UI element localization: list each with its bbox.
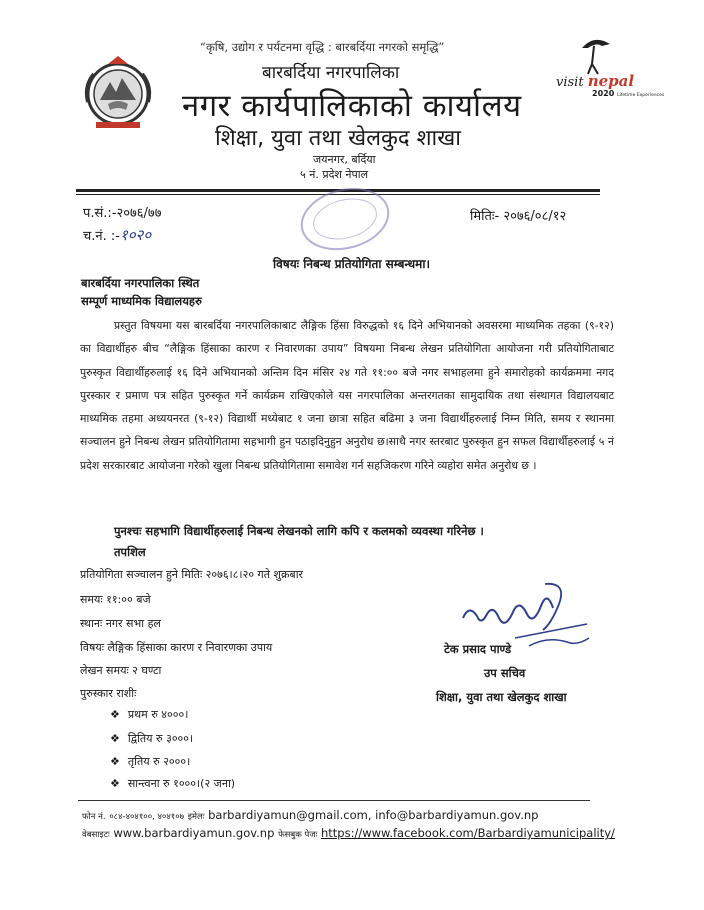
signatory-branch: शिक्षा, युवा तथा खेलकुद शाखा xyxy=(436,690,567,704)
phone-label: फोन नं. xyxy=(82,812,106,822)
detail-date: प्रतियोगिता सञ्चालन हुने मितिः २०७६।८।२० गते शुक्रबार xyxy=(80,568,304,581)
ref-no-label: प.सं.:- xyxy=(83,206,117,221)
nepal-text: nepal xyxy=(587,72,635,90)
diamond-bullet-icon: ❖ xyxy=(110,708,120,721)
branch-title: शिक्षा, युवा तथा खेलकुद शाखा xyxy=(215,126,461,151)
ref-no-value: २०७६/७७ xyxy=(116,206,162,221)
visit-text: visit xyxy=(556,75,584,90)
date-value: २०७६/०८/१२ xyxy=(503,209,567,224)
prize-first xyxy=(110,707,188,722)
nepal-emblem-logo xyxy=(78,52,158,132)
tagline-text: Lifetime Experiences xyxy=(617,93,665,98)
website-label: वेबसाइटः xyxy=(82,830,110,840)
date-label: मितिः- xyxy=(470,209,500,224)
subject-line: विषयः निबन्ध प्रतियोगिता सम्बन्धमा। xyxy=(273,257,431,271)
email-value[interactable]: barbardiyamun@gmail.com, info@barbardiyamun.gov.np xyxy=(208,808,539,822)
website-value[interactable]: www.barbardiyamun.gov.np xyxy=(113,826,275,840)
recipient-line-1: बारबर्दिया नगरपालिका स्थित xyxy=(81,276,200,290)
office-title: नगर कार्यपालिकाको कार्यालय xyxy=(182,88,522,124)
reference-number xyxy=(83,203,161,221)
address-line-2: ५ नं. प्रदेश नेपाल xyxy=(300,168,369,181)
address-line-1: जयनगर, बर्दिया xyxy=(313,153,376,166)
letter-date xyxy=(470,206,566,224)
visit-nepal-year xyxy=(592,89,664,98)
diamond-bullet-icon: ❖ xyxy=(110,755,120,768)
facebook-label: फेसबुक पेजः xyxy=(278,830,318,840)
dispatch-value: १०२० xyxy=(119,226,152,244)
prize-first-text: प्रथम रु ४०००। xyxy=(127,708,189,721)
motto: “कृषि, उद्योग र पर्यटनमा वृद्धि : बारबर्दिया नगरको समृद्धि” xyxy=(200,40,445,54)
body-paragraph: प्रस्तुत विषयमा यस बारबर्दिया नगरपालिकाबाट लैङ्गिक हिंसा विरुद्धको १६ दिने अभियानको अवसरमा माध्यमिक तहका (९-१२) का विद्यार्थीहरु बीच “लैङ्गिक हिंसाका कारण र निवारणका उपाय” विषयमा निबन्ध लेखन प्रतियोगिता आयोजना गरी प्रतियोगिताबाट पुरुस्कृत विद्यार्थीहरुलाई १६ दिने अभियानको अन्तिम दिन मंसिर २४ गते ११:०० बजे नगर सभाहलमा हुने समारोहको कार्यक्रममा नगद पुरस्कार र प्रमाण पत्र सहित पुरुस्कृत गर्ने कार्यक्रम राखिएकोले यस नगरपालिका अन्तरगतका सामुदायिक तथा संस्थागत विद्यालयबाट माध्यमिक तहमा अध्ययनरत (९-१२) विद्यार्थी मध्येबाट १ जना छात्रा सहित बढिमा ३ जना विद्यार्थीहरुलाई निम्न मिति, समय र स्थानमा सञ्चालन हुने निबन्ध लेखन प्रतियोगितामा सहभागी हुन पठाइदिनुहुन अनुरोध छ।साथै नगर स्तरबाट पुरुस्कृत हुन सफल विद्यार्थीहरुलाई ५ नं प्रदेश सरकारबाट आयोजना गरेको खुला निबन्ध प्रतियोगितामा समावेश गर्न सहजिकरण गरिने व्यहोरा समेत अनुरोध छ । xyxy=(80,319,614,472)
postscript-note: पुनश्चः सहभागि विद्यार्थीहरुलाई निबन्ध लेखनको लागि कपि र कलमको व्यवस्था गरिनेछ । xyxy=(114,524,484,538)
prize-second xyxy=(110,731,193,746)
office-stamp xyxy=(297,186,393,252)
facebook-link[interactable]: https://www.facebook.com/Barbardiyamunicipality/ xyxy=(320,826,615,840)
detail-duration: लेखन समयः २ घण्टा xyxy=(80,664,162,677)
phone-value: ०८४-४०४१००, ४०४१०७ xyxy=(109,812,185,822)
footer-divider xyxy=(78,800,590,801)
visit-nepal-wordmark xyxy=(556,72,634,90)
municipality-name: बारबर्दिया नगरपालिका xyxy=(262,63,400,83)
detail-topic: विषयः लैङ्गिक हिंसाका कारण र निवारणका उपाय xyxy=(80,641,273,654)
signatory-designation: उप सचिव xyxy=(484,666,526,680)
prize-consolation-text: सान्त्वना रु १०००।(२ जना) xyxy=(127,777,236,790)
year-text: 2020 xyxy=(592,89,615,98)
prize-consolation xyxy=(110,776,235,791)
prize-third-text: तृतिय रु २०००। xyxy=(127,755,191,768)
detail-time: समयः ११:०० बजे xyxy=(80,593,151,606)
footer-web-line xyxy=(82,826,615,840)
diamond-bullet-icon: ❖ xyxy=(110,777,120,790)
prize-second-text: द्वितिय रु ३०००। xyxy=(127,732,194,745)
prize-third xyxy=(110,754,190,769)
dispatch-number xyxy=(83,225,151,245)
diamond-bullet-icon: ❖ xyxy=(110,732,120,745)
recipient-line-2: सम्पूर्ण माध्यमिक विद्यालयहरु xyxy=(81,294,202,308)
dispatch-label: च.नं. :- xyxy=(83,229,120,244)
detail-prize-heading: पुरुस्कार राशीः xyxy=(80,687,137,700)
signatory-name: टेक प्रसाद पाण्डे xyxy=(444,642,512,656)
footer-contact-line xyxy=(82,808,538,822)
detail-venue: स्थानः नगर सभा हल xyxy=(80,617,161,630)
email-label: इमेलः xyxy=(187,812,205,822)
details-heading: तपशिल xyxy=(114,545,146,559)
